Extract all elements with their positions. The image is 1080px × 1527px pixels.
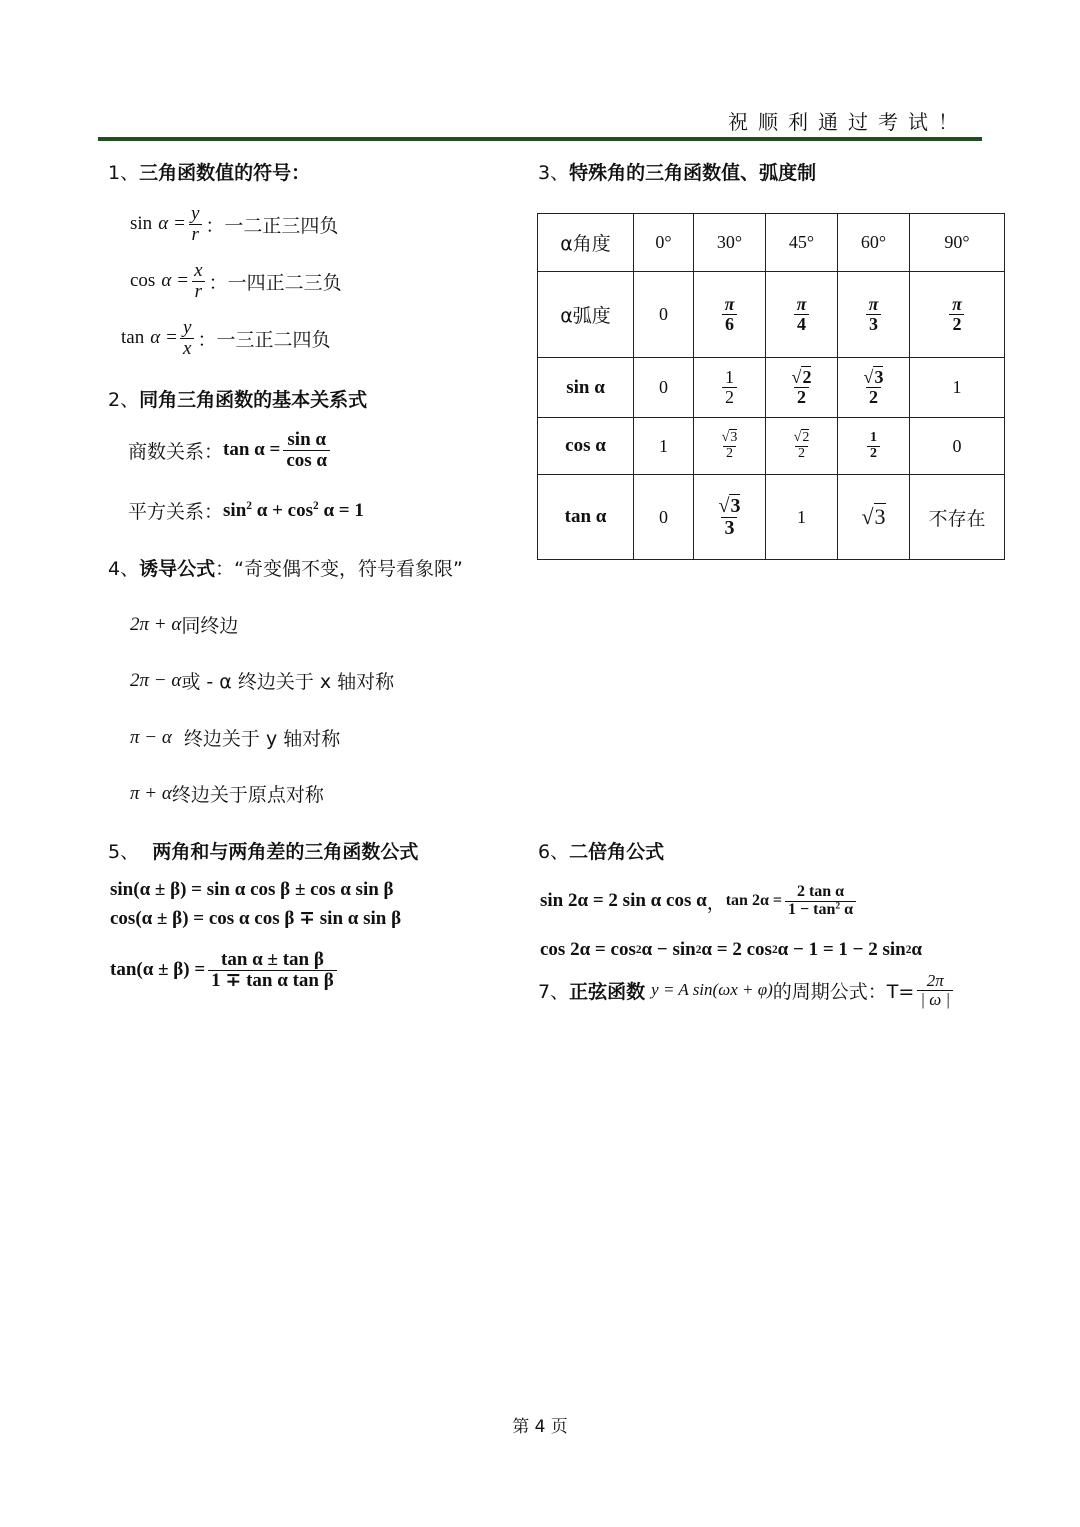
sin-60: $\frac{√3}{2}$ [838,358,910,418]
fraction: $\frac{y}{r}$ [188,204,202,245]
section-4-text: 诱导公式 [139,558,216,580]
radian-label: α弧度 [538,272,634,358]
rad-0: 0 [634,272,694,358]
table-row-tan [538,475,1005,560]
double-angle-cos: cos 2α = cos 2 α − sin 2 α = 2 cos 2 α − 1 = 1 − 2 sin 2 α [540,939,923,960]
tan2-fraction: $\frac{\text{2 tan α}}{1 - \tan^2 \alpha}$ [785,884,856,919]
tan-30: $\frac{√3}{3}$ [694,475,766,560]
deg-90: 90° [910,214,1005,272]
header-slogan: 祝顺利通过考试！ [728,110,968,134]
square-formula: $\sin^2 \alpha + \cos^2 \alpha = 1$ [223,499,364,521]
section-3-number: 3、 [538,162,570,184]
var: α [161,270,172,292]
tan-0: 0 [634,475,694,560]
tan-sum-formula: tan(α ± β) = $\frac{\text{tan α ± tan β}}{\text{1 ∓ tan α tan β}}$ [110,950,340,991]
section-6-text: 二倍角公式 [569,841,665,863]
section-2-text: 同角三角函数的基本关系式 [139,389,368,411]
section-7-title: 正弦函数 [569,980,646,1003]
var: α [150,327,161,349]
square-label: 平方关系： [128,501,224,523]
sign-desc: ：一三正二四负 [197,328,331,351]
sign-row-tan: tan α = $\frac{y}{x}$ ：一三正二四负 [121,317,331,359]
induction-desc: 或 - α 终边关于 x 轴对称 [181,671,395,693]
section-6-title [538,837,664,864]
period-text: 的周期公式：T= [772,980,915,1003]
rad-90: $\frac{\pi}{2}$ [910,272,1005,358]
deg-0: 0° [634,214,694,272]
rad-30: $\frac{\pi}{6}$ [694,272,766,358]
table-row-sin [538,358,1005,418]
tan-label: tan α [538,475,634,560]
table-row-degrees [538,214,1005,272]
section-2-title [108,385,367,412]
var: α [158,213,169,235]
induction-desc: 同终边 [181,615,239,637]
tan-60: √3 [838,475,910,560]
period-fraction: $\frac{2\pi}{| \omega |}$ [917,972,953,1009]
section-7-number: 7、 [538,980,570,1003]
deg-60: 60° [838,214,910,272]
tan-90: 不存在 [910,475,1005,560]
sign-row-cos: cos α = $\frac{x}{r}$ ：一四正二三负 [130,260,342,302]
sin-label: sin α [538,358,634,418]
section-6-number: 6、 [538,841,570,863]
induction-desc: 终边关于原点对称 [171,784,324,806]
degree-label: α角度 [538,214,634,272]
square-relation [128,497,364,524]
tan2-lhs: tan 2α = [725,892,782,910]
induction-item [130,667,394,694]
induction-desc: 终边关于 y 轴对称 [171,728,341,750]
sin-30: $\frac{1}{2}$ [694,358,766,418]
table-row-cos [538,418,1005,475]
special-angle-table [537,213,1005,560]
section-5-title [108,837,418,864]
tan-45: 1 [766,475,838,560]
sin-0: 0 [634,358,694,418]
cos-sum-formula: cos(α ± β) = cos α cos β ∓ sin α sin β [110,908,402,929]
induction-expr: 2π + α [130,613,182,635]
section-4-number: 4、 [108,558,140,580]
fraction: $\frac{x}{r}$ [191,261,205,302]
section-4-title [108,554,463,581]
table-row-radians [538,272,1005,358]
section-1-title [108,158,310,185]
section-4-quote: ：“奇变偶不变，符号看象限” [215,558,463,580]
section-3-title [538,158,816,185]
cos-45: $\frac{√2}{2}$ [766,418,838,475]
section-1-text: 三角函数值的符号： [139,162,311,184]
sin-45: $\frac{√2}{2}$ [766,358,838,418]
induction-item [130,780,324,807]
tan-sum-fraction: $\frac{\text{tan α ± tan β}}{\text{1 ∓ tan α tan β}}$ [208,950,337,991]
deg-45: 45° [766,214,838,272]
cos-0: 1 [634,418,694,475]
cos-60: $\frac{1}{2}$ [838,418,910,475]
section-7-line [538,972,956,1009]
deg-30: 30° [694,214,766,272]
induction-item [130,611,238,638]
quotient-relation [128,430,333,471]
induction-expr: π − α [130,726,172,748]
induction-expr: 2π − α [130,669,182,691]
section-3-text: 特殊角的三角函数值、弧度制 [569,162,817,184]
rad-60: $\frac{\pi}{3}$ [838,272,910,358]
fn-name: tan [121,327,145,349]
section-5-text: 两角和与两角差的三角函数公式 [152,841,419,863]
cos-90: 0 [910,418,1005,475]
quotient-label: 商数关系： [128,440,224,463]
cos-30: $\frac{√3}{2}$ [694,418,766,475]
rad-45: $\frac{\pi}{4}$ [766,272,838,358]
sin-sum-formula: sin(α ± β) = sin α cos β ± cos α sin β [110,879,394,900]
header-rule [98,137,982,141]
sin-90: 1 [910,358,1005,418]
sign-desc: ：一二正三四负 [205,214,339,237]
sign-row-sin: sin α = $\frac{y}{r}$ ：一二正三四负 [130,203,339,245]
sine-function: y = A sin(ωx + φ) [651,980,773,1000]
section-2-number: 2、 [108,389,140,411]
induction-item [130,724,340,751]
section-5-number: 5、 [108,841,140,863]
induction-expr: π + α [130,782,172,804]
quotient-fraction: $\frac{\text{sin α}}{\text{cos α}}$ [283,430,330,471]
sin2-formula: sin 2α = 2 sin α cos α [540,890,707,912]
cos-label: cos α [538,418,634,475]
fraction: $\frac{y}{x}$ [180,318,194,359]
double-angle-sin-tan: sin 2α = 2 sin α cos α ， tan 2α = $\frac{\text{2 tan α}}{1 - \tan^2 \alpha}$ [540,884,859,919]
sign-desc: ：一四正二三负 [208,271,342,294]
section-1-number: 1、 [108,162,140,184]
fn-name: cos [130,270,156,292]
quotient-lhs: tan α = [223,439,281,461]
page-number: 第 4 页 [512,1417,568,1437]
fn-name: sin [130,213,153,235]
